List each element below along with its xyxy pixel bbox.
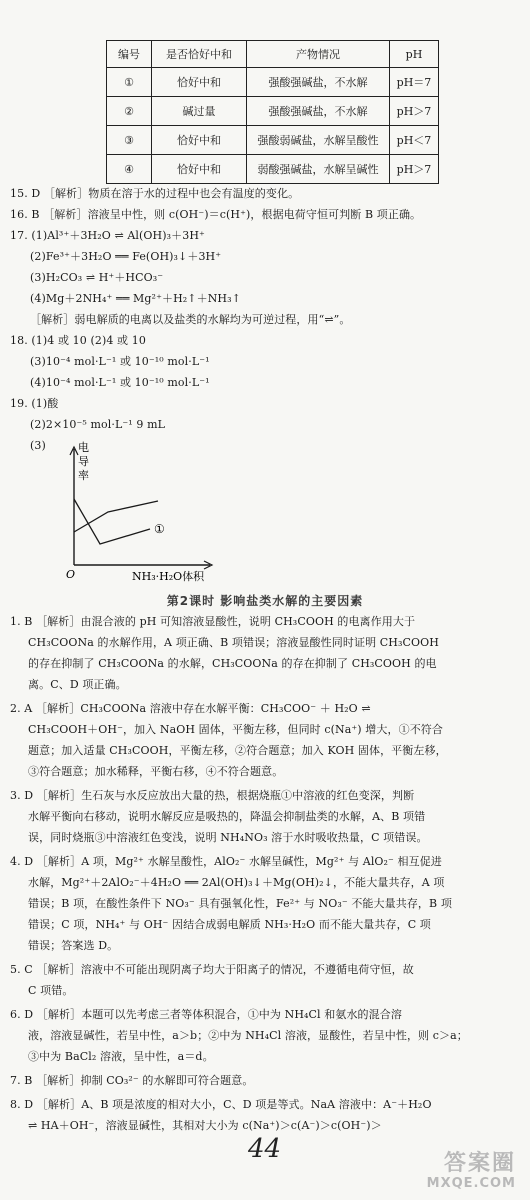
table-row [107, 155, 439, 184]
watermark-url: MXQE.COM [426, 1176, 516, 1191]
watermark-text: 答案圈 [443, 1151, 516, 1176]
answer-line: 题意；加入适量 CH₃COOH，平衡左移，②符合题意；加入 KOH 固体，平衡左移， [28, 744, 447, 757]
table-header: pH [390, 41, 439, 68]
answer-19-1: 19. (1)酸 [10, 397, 59, 410]
answer-line: ③符合题意；加水稀释，平衡右移，④不符合题意。 [28, 765, 284, 778]
table-cell: 恰好中和 [152, 126, 247, 155]
answer-line: 错误；B 项，在酸性条件下 NO₃⁻ 具有强氧化性，Fe²⁺ 与 NO₃⁻ 不能大量共存，B 项 [28, 897, 452, 910]
answer-line: ⇌ HA＋OH⁻，溶液显碱性，其相对大小为 c(Na⁺)＞c(A⁻)＞c(OH⁻)＞ [28, 1119, 382, 1132]
answer-18-1: 18. (1)4 或 10 (2)4 或 10 [10, 334, 146, 347]
table-header-row [107, 41, 439, 68]
answer-line: 4. D ［解析］A 项，Mg²⁺ 水解呈酸性，AlO₂⁻ 水解呈碱性，Mg²⁺ 与 AlO₂⁻ 相互促进 [10, 855, 442, 868]
table-cell: 强酸强碱盐，不水解 [247, 97, 390, 126]
answer-line: 离。C、D 项正确。 [28, 678, 127, 691]
table-row [107, 68, 439, 97]
answer-line: 1. B ［解析］由混合液的 pH 可知溶液显酸性，说明 CH₃COOH 的电离作用大于 [10, 615, 416, 628]
conductivity-graph [40, 437, 240, 587]
answer-line: 错误；答案选 D。 [28, 939, 119, 952]
answer-line: 8. D ［解析］A、B 项是浓度的相对大小，C、D 项是等式。NaA 溶液中：A⁻＋H₂O [10, 1098, 432, 1111]
answer-15: 15. D ［解析］物质在溶于水的过程中也会有温度的变化。 [10, 187, 300, 200]
section-title: 第2课时 影响盐类水解的主要因素 [166, 594, 364, 608]
answer-18-4: (4)10⁻⁴ mol·L⁻¹ 或 10⁻¹⁰ mol·L⁻¹ [30, 376, 210, 389]
graph-origin: O [66, 568, 76, 581]
answer-line: 5. C ［解析］溶液中不可能出现阴离子均大于阳离子的情况，不遵循电荷守恒，故 [10, 963, 414, 976]
watermark-logo [396, 1152, 516, 1196]
table-cell: 恰好中和 [152, 68, 247, 97]
graph-ylabel-1: 电 [78, 441, 89, 454]
neutralization-table [106, 40, 439, 184]
graph-ylabel-2: 导 [78, 455, 89, 468]
table-cell: pH＞7 [390, 97, 439, 126]
answer-19-2: (2)2×10⁻⁵ mol·L⁻¹ 9 mL [30, 418, 166, 431]
table-cell: 强酸强碱盐，不水解 [247, 68, 390, 97]
table-cell: pH＝7 [390, 68, 439, 97]
table-cell: 碱过量 [152, 97, 247, 126]
answer-line: 误，同时烧瓶③中溶液红色变浅，说明 NH₄NO₃ 溶于水时吸收热量，C 项错误。 [28, 831, 428, 844]
answer-line: 3. D ［解析］生石灰与水反应放出大量的热，根据烧瓶①中溶液的红色变深，判断 [10, 789, 415, 802]
table-row [107, 126, 439, 155]
table-header: 是否恰好中和 [152, 41, 247, 68]
answer-line: 错误；C 项，NH₄⁺ 与 OH⁻ 因结合成弱电解质 NH₃·H₂O 而不能大量共存，C 项 [28, 918, 431, 931]
answer-18-3: (3)10⁻⁴ mol·L⁻¹ 或 10⁻¹⁰ mol·L⁻¹ [30, 355, 210, 368]
answer-line: 2. A ［解析］CH₃COONa 溶液中存在水解平衡：CH₃COO⁻ ＋ H₂O ⇌ [10, 702, 371, 715]
answer-line: ③中为 BaCl₂ 溶液，呈中性，a＝d。 [28, 1050, 214, 1063]
table-cell: ① [107, 68, 152, 97]
table-cell: 强酸弱碱盐，水解呈酸性 [247, 126, 390, 155]
answer-17-3: (3)H₂CO₃ ⇌ H⁺＋HCO₃⁻ [30, 271, 164, 284]
table-cell: ② [107, 97, 152, 126]
table-cell: ④ [107, 155, 152, 184]
table-cell: ③ [107, 126, 152, 155]
graph-ylabel-3: 率 [78, 469, 89, 482]
table-header: 产物情况 [247, 41, 390, 68]
table-row [107, 97, 439, 126]
graph-xlabel: NH₃·H₂O体积 [132, 570, 205, 583]
answer-line: CH₃COONa 的水解作用，A 项正确、B 项错误；溶液显酸性同时证明 CH₃COOH [28, 636, 439, 649]
answer-line: 液，溶液显碱性，若呈中性，a＞b；②中为 NH₄Cl 溶液，显酸性，若呈中性，则 c＞a； [28, 1029, 468, 1042]
answer-17-analysis: ［解析］弱电解质的电离以及盐类的水解均为可逆过程，用“⇌”。 [30, 313, 351, 326]
answer-line: 水解，Mg²⁺＋2AlO₂⁻＋4H₂O ══ 2Al(OH)₃↓＋Mg(OH)₂↓，不能大量共存，A 项 [28, 876, 445, 889]
answer-line: C 项错。 [28, 984, 74, 997]
answer-line: 的存在抑制了 CH₃COONa 的水解，CH₃COONa 的存在抑制了 CH₃COOH 的电 [28, 657, 437, 670]
table-cell: pH＞7 [390, 155, 439, 184]
answer-16: 16. B ［解析］溶液呈中性，则 c(OH⁻)＝c(H⁺)，根据电荷守恒可判断 B 项正确。 [10, 208, 422, 221]
curve-2 [74, 501, 158, 532]
answer-line: 6. D ［解析］本题可以先考虑三者等体积混合，①中为 NH₄Cl 和氨水的混合溶 [10, 1008, 402, 1021]
answer-17-2: (2)Fe³⁺＋3H₂O ══ Fe(OH)₃↓＋3H⁺ [30, 250, 222, 263]
answer-17-4: (4)Mg＋2NH₄⁺ ══ Mg²⁺＋H₂↑＋NH₃↑ [30, 292, 241, 305]
answer-line: CH₃COOH＋OH⁻，加入 NaOH 固体，平衡左移，但同时 c(Na⁺) 增大，①不符合 [28, 723, 443, 736]
answer-19-3: (3) [30, 439, 46, 452]
table-cell: pH＜7 [390, 126, 439, 155]
page-number: 44 [248, 1134, 282, 1164]
curve-label: ① [154, 522, 165, 536]
table-header: 编号 [107, 41, 152, 68]
table-cell: 恰好中和 [152, 155, 247, 184]
answer-line: 7. B ［解析］抑制 CO₃²⁻ 的水解即可符合题意。 [10, 1074, 254, 1087]
table-cell: 弱酸强碱盐，水解呈碱性 [247, 155, 390, 184]
answer-17-1: 17. (1)Al³⁺＋3H₂O ⇌ Al(OH)₃＋3H⁺ [10, 229, 205, 242]
answer-line: 水解平衡向右移动，说明水解反应是吸热的，降温会抑制盐类的水解，A、B 项错 [28, 810, 426, 823]
